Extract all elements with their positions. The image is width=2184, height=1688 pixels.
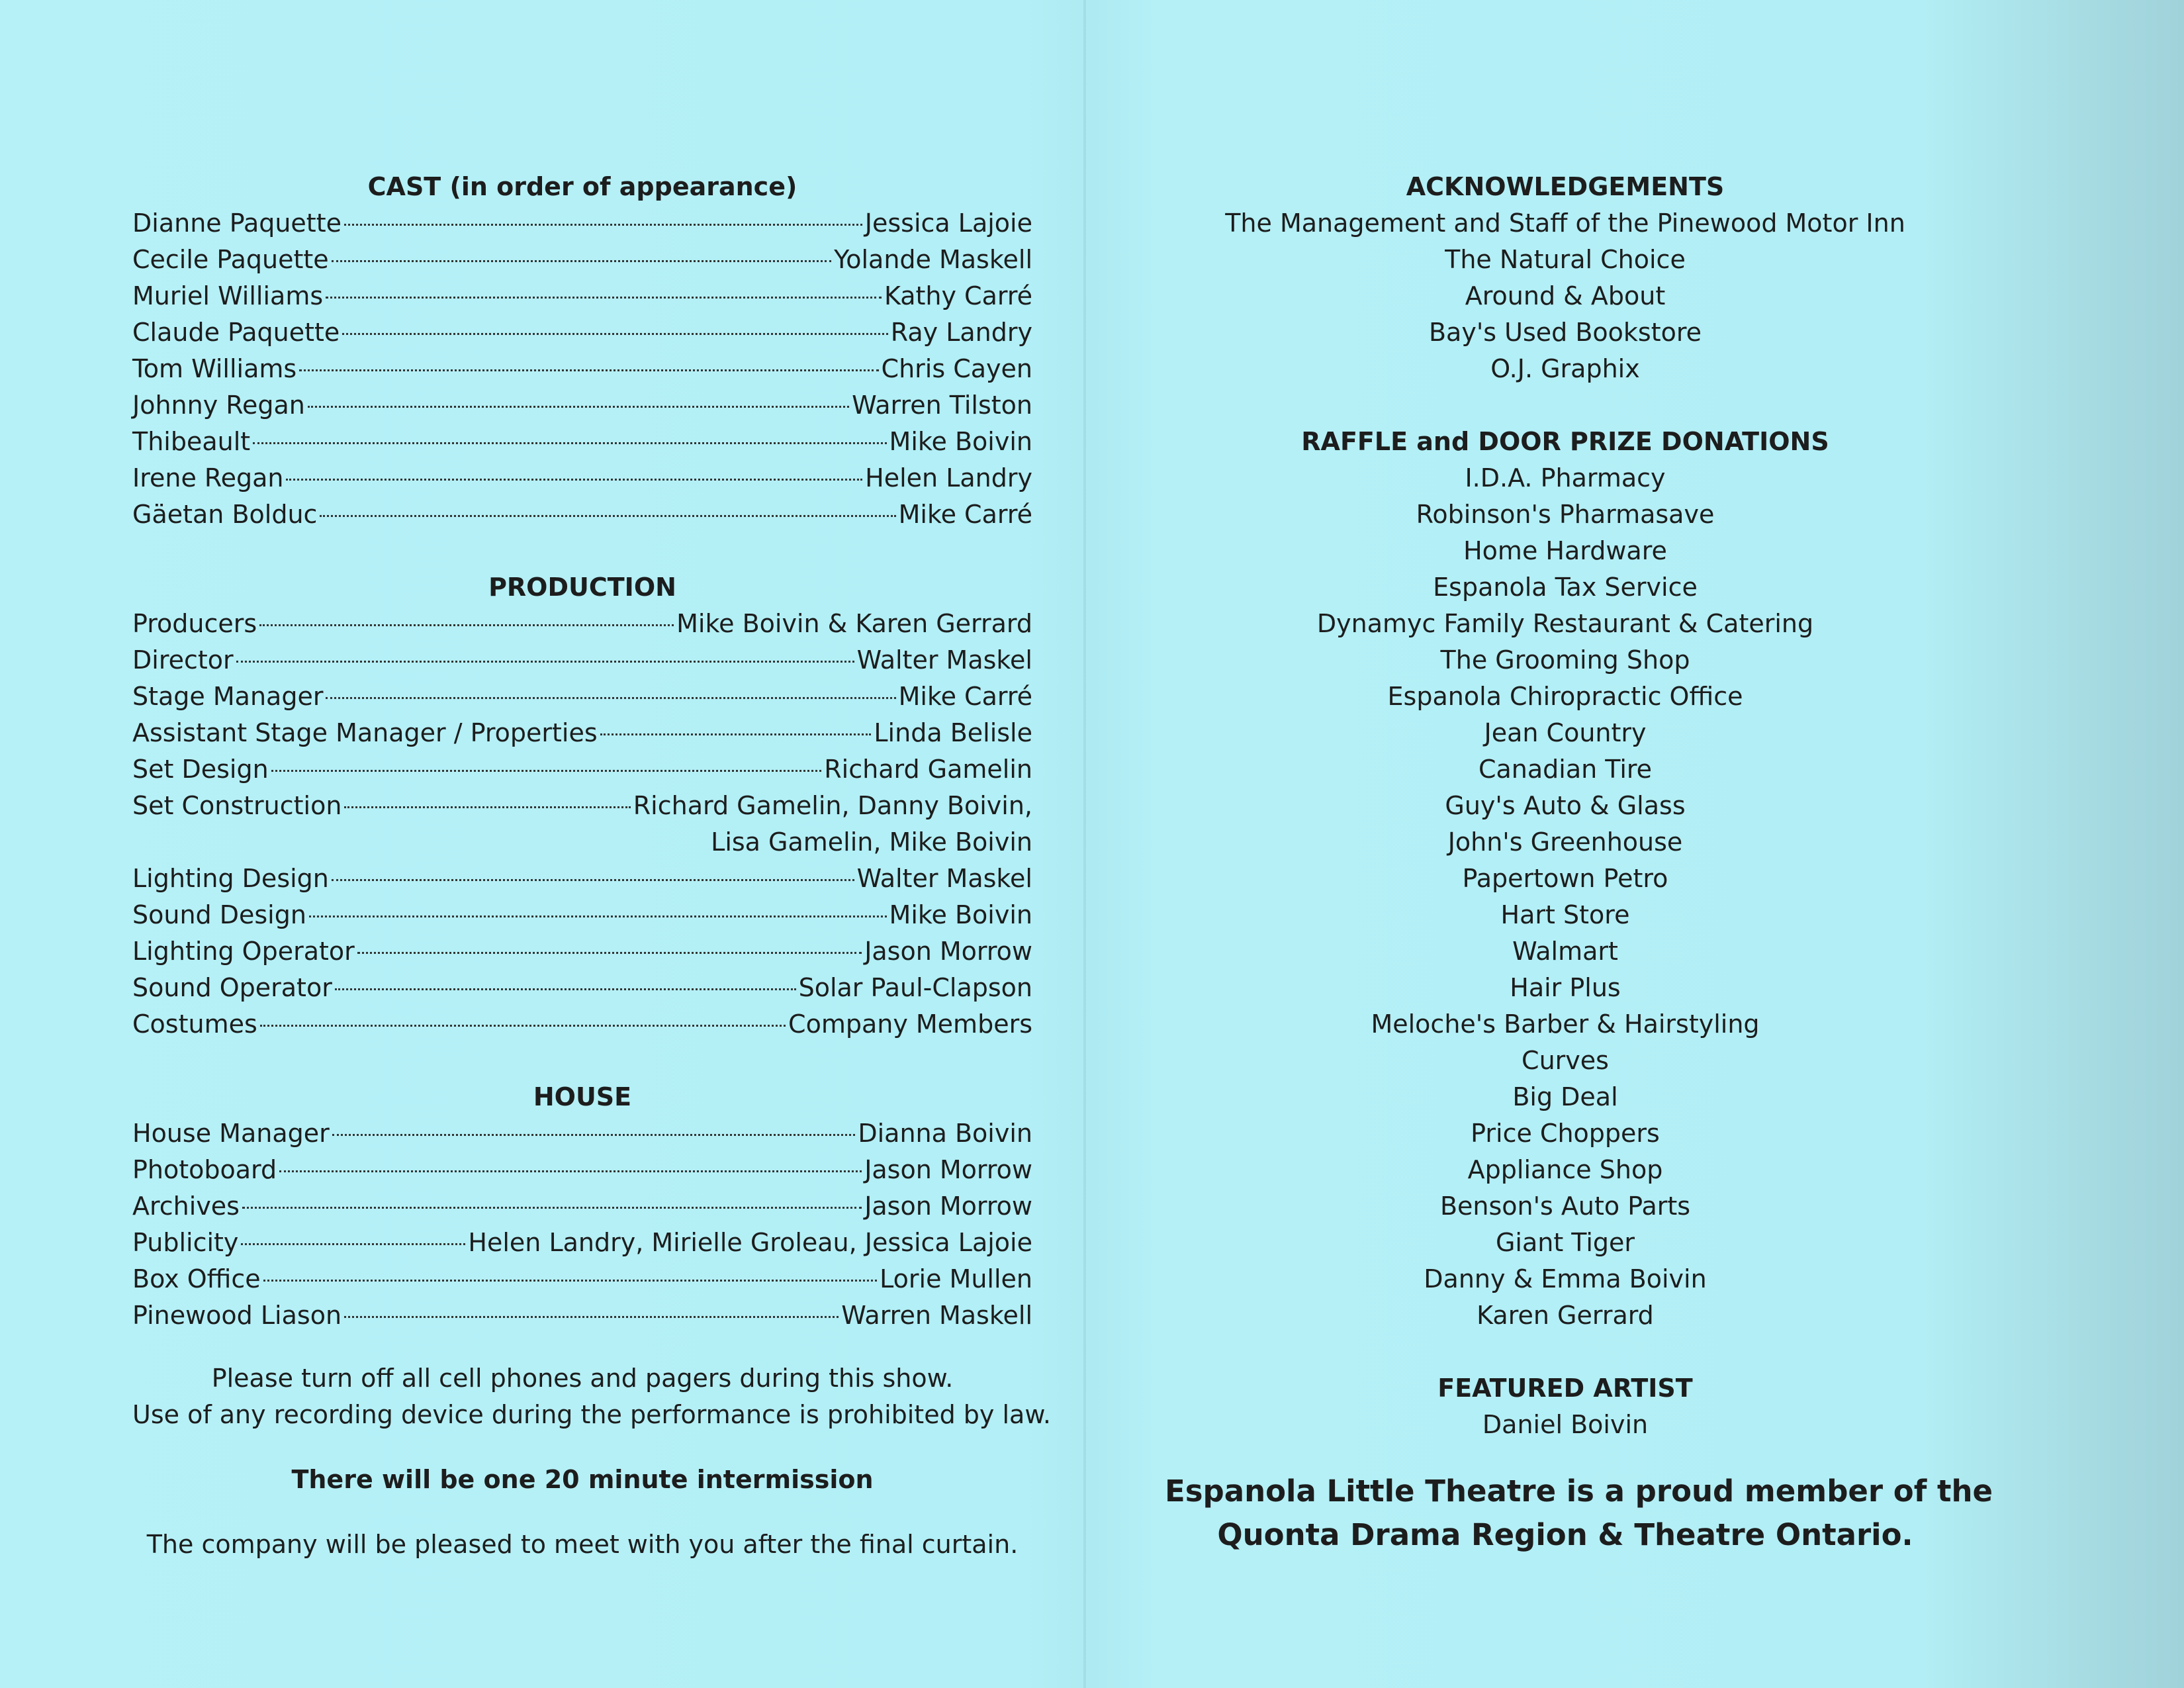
credit-name: Jason Morrow xyxy=(864,1192,1032,1221)
credit-role: Claude Paquette xyxy=(132,318,340,347)
credit-name: Lorie Mullen xyxy=(880,1264,1032,1293)
cast-row xyxy=(132,351,1032,387)
donations-title: RAFFLE and DOOR PRIZE DONATIONS xyxy=(1301,427,1829,456)
donor-item: Hair Plus xyxy=(1510,973,1621,1002)
credit-role: Set Construction xyxy=(132,791,342,820)
donor-item: John's Greenhouse xyxy=(1447,827,1683,857)
donor-item: Meloche's Barber & Hairstyling xyxy=(1371,1009,1760,1039)
dot-leader xyxy=(332,260,831,262)
credit-name: Chris Cayen xyxy=(881,354,1032,383)
credit-name: Richard Gamelin, Danny Boivin, xyxy=(633,791,1032,820)
donor-item: Home Hardware xyxy=(1463,536,1667,565)
dot-leader xyxy=(344,806,630,808)
acknowledgements-list xyxy=(1165,205,1966,387)
production-row xyxy=(132,1006,1032,1043)
dot-leader xyxy=(332,1134,856,1136)
production-row xyxy=(132,715,1032,751)
donor-item: Espanola Chiropractic Office xyxy=(1387,682,1743,711)
credit-name: Company Members xyxy=(788,1009,1032,1039)
dot-leader xyxy=(279,1170,862,1172)
credit-name: Jason Morrow xyxy=(864,937,1032,966)
credit-role: Box Office xyxy=(132,1264,261,1293)
production-row xyxy=(132,751,1032,788)
credit-name: Ray Landry xyxy=(890,318,1032,347)
credit-role: Archives xyxy=(132,1192,240,1221)
donor-item: Hart Store xyxy=(1500,900,1630,929)
dot-leader xyxy=(253,442,886,444)
credit-role: Pinewood Liason xyxy=(132,1301,342,1330)
credit-role: Costumes xyxy=(132,1009,257,1039)
recording-notice: Use of any recording device during the performance is prohibited by law. xyxy=(132,1400,1051,1429)
credit-name: Jason Morrow xyxy=(864,1155,1032,1184)
credit-name: Walter Maskel xyxy=(856,864,1032,893)
dot-leader xyxy=(263,1280,878,1282)
production-row xyxy=(132,606,1032,642)
credit-role: Sound Operator xyxy=(132,973,332,1002)
spacer xyxy=(132,1043,1032,1079)
credit-role: Gäetan Bolduc xyxy=(132,500,318,529)
dot-leader xyxy=(332,879,854,881)
credit-role: Cecile Paquette xyxy=(132,245,329,274)
credit-role: Sound Design xyxy=(132,900,306,929)
spacer xyxy=(1165,1334,1966,1370)
credit-name: Mike Boivin xyxy=(889,427,1032,456)
donor-item: Big Deal xyxy=(1512,1082,1618,1111)
donor-item: Espanola Tax Service xyxy=(1433,573,1698,602)
credit-role: Lighting Operator xyxy=(132,937,355,966)
credit-name: Mike Carré xyxy=(898,682,1032,711)
credit-role: Tom Williams xyxy=(132,354,297,383)
left-panel xyxy=(132,169,1051,1563)
cast-row xyxy=(132,424,1032,460)
dot-leader xyxy=(286,479,862,481)
house-row xyxy=(132,1115,1032,1152)
credit-role: Photoboard xyxy=(132,1155,277,1184)
cast-row xyxy=(132,278,1032,314)
donor-item: Papertown Petro xyxy=(1462,864,1668,893)
credit-role: Publicity xyxy=(132,1228,239,1257)
donor-item: I.D.A. Pharmacy xyxy=(1465,463,1666,492)
dot-leader xyxy=(242,1207,862,1209)
acknowledgements-title: ACKNOWLEDGEMENTS xyxy=(1406,172,1725,201)
credit-name: Helen Landry, Mirielle Groleau, Jessica Lajoie xyxy=(468,1228,1032,1257)
intermission-notice: There will be one 20 minute intermission xyxy=(291,1465,874,1494)
donor-item: Danny & Emma Boivin xyxy=(1424,1264,1707,1293)
donor-item: Price Choppers xyxy=(1471,1119,1660,1148)
dot-leader xyxy=(271,770,822,772)
production-row xyxy=(132,897,1032,933)
dot-leader xyxy=(344,224,862,226)
house-row xyxy=(132,1188,1032,1225)
credit-name: Mike Boivin & Karen Gerrard xyxy=(676,609,1032,638)
production-title: PRODUCTION xyxy=(488,573,676,602)
acknowledgement-item: Bay's Used Bookstore xyxy=(1428,318,1702,347)
credit-role: Director xyxy=(132,645,234,675)
credit-role: Producers xyxy=(132,609,257,638)
dot-leader xyxy=(236,661,854,663)
acknowledgement-item: O.J. Graphix xyxy=(1490,354,1640,383)
credit-name: Warren Tilston xyxy=(852,391,1032,420)
house-row xyxy=(132,1261,1032,1297)
right-panel xyxy=(1165,169,1993,1557)
production-list xyxy=(132,606,1032,1043)
house-row xyxy=(132,1225,1032,1261)
membership-statement xyxy=(1165,1470,1993,1557)
donor-item: Walmart xyxy=(1512,937,1618,966)
donor-item: Dynamyc Family Restaurant & Catering xyxy=(1316,609,1814,638)
credit-role: Lighting Design xyxy=(132,864,329,893)
donor-item: Giant Tiger xyxy=(1495,1228,1635,1257)
house-list xyxy=(132,1115,1032,1334)
dot-leader xyxy=(357,952,862,954)
production-row xyxy=(132,642,1032,679)
spacer xyxy=(132,533,1032,569)
credit-name-continued: Lisa Gamelin, Mike Boivin xyxy=(711,827,1032,857)
featured-artist-name: Daniel Boivin xyxy=(1482,1410,1649,1439)
spacer xyxy=(1165,387,1966,424)
dot-leader xyxy=(260,1025,786,1027)
page-fold xyxy=(1083,0,1086,1688)
dot-leader xyxy=(320,515,895,517)
dot-leader xyxy=(600,733,872,735)
credit-name: Mike Carré xyxy=(898,500,1032,529)
donor-item: Benson's Auto Parts xyxy=(1439,1192,1691,1221)
credit-role: Muriel Williams xyxy=(132,281,324,310)
production-row xyxy=(132,679,1032,715)
credit-name: Helen Landry xyxy=(865,463,1032,492)
cast-title: CAST (in order of appearance) xyxy=(367,172,797,201)
dot-leader xyxy=(309,915,887,917)
credit-role: Stage Manager xyxy=(132,682,324,711)
dot-leader xyxy=(335,988,796,990)
spacer xyxy=(132,1334,1032,1360)
house-title: HOUSE xyxy=(533,1082,632,1111)
cast-list xyxy=(132,205,1032,533)
credit-role: House Manager xyxy=(132,1119,330,1148)
production-row xyxy=(132,788,1032,824)
credit-name: Warren Maskell xyxy=(841,1301,1032,1330)
membership-line-2: Quonta Drama Region & Theatre Ontario. xyxy=(1217,1517,1913,1552)
credit-name: Mike Boivin xyxy=(889,900,1032,929)
donor-item: Canadian Tire xyxy=(1478,755,1653,784)
spacer xyxy=(132,1498,1032,1526)
donor-item: Guy's Auto & Glass xyxy=(1445,791,1686,820)
dot-leader xyxy=(299,369,878,371)
dot-leader xyxy=(259,624,674,626)
donor-item: Robinson's Pharmasave xyxy=(1416,500,1715,529)
membership-line-1: Espanola Little Theatre is a proud member of the xyxy=(1165,1474,1993,1509)
acknowledgement-item: The Natural Choice xyxy=(1445,245,1686,274)
featured-artist-title: FEATURED ARTIST xyxy=(1437,1374,1693,1403)
credit-name: Kathy Carré xyxy=(884,281,1032,310)
spacer xyxy=(132,1433,1032,1462)
meet-notice: The company will be pleased to meet with you after the final curtain. xyxy=(146,1530,1019,1559)
phones-notice: Please turn off all cell phones and pagers during this show. xyxy=(211,1364,954,1393)
production-row xyxy=(132,970,1032,1006)
credit-role: Set Design xyxy=(132,755,269,784)
credit-role: Thibeault xyxy=(132,427,251,456)
credit-name: Richard Gamelin xyxy=(824,755,1032,784)
dot-leader xyxy=(326,297,882,299)
production-row xyxy=(132,933,1032,970)
dot-leader xyxy=(326,697,895,699)
donations-list xyxy=(1165,460,1966,1334)
house-row xyxy=(132,1297,1032,1334)
acknowledgement-item: Around & About xyxy=(1465,281,1666,310)
donor-item: Appliance Shop xyxy=(1467,1155,1663,1184)
credit-role: Dianne Paquette xyxy=(132,209,341,238)
dot-leader xyxy=(308,406,849,408)
dot-leader xyxy=(342,333,888,335)
cast-row xyxy=(132,314,1032,351)
credit-role: Irene Regan xyxy=(132,463,284,492)
house-row xyxy=(132,1152,1032,1188)
donor-item: Karen Gerrard xyxy=(1477,1301,1654,1330)
credit-name: Jessica Lajoie xyxy=(864,209,1032,238)
cast-row xyxy=(132,242,1032,278)
acknowledgement-item: The Management and Staff of the Pinewood Motor Inn xyxy=(1225,209,1905,238)
donor-item: Jean Country xyxy=(1484,718,1647,747)
credit-name: Linda Belisle xyxy=(874,718,1032,747)
dot-leader xyxy=(344,1316,839,1318)
cast-row xyxy=(132,205,1032,242)
credit-role: Assistant Stage Manager / Properties xyxy=(132,718,598,747)
cast-row xyxy=(132,460,1032,496)
donor-item: The Grooming Shop xyxy=(1440,645,1690,675)
credit-name: Dianna Boivin xyxy=(858,1119,1032,1148)
production-row xyxy=(132,861,1032,897)
credit-name: Yolande Maskell xyxy=(834,245,1032,274)
credit-name: Walter Maskel xyxy=(856,645,1032,675)
cast-row xyxy=(132,387,1032,424)
dot-leader xyxy=(241,1243,465,1245)
donor-item: Curves xyxy=(1522,1046,1609,1075)
cast-row xyxy=(132,496,1032,533)
credit-name: Solar Paul-Clapson xyxy=(798,973,1032,1002)
credit-role: Johnny Regan xyxy=(132,391,305,420)
